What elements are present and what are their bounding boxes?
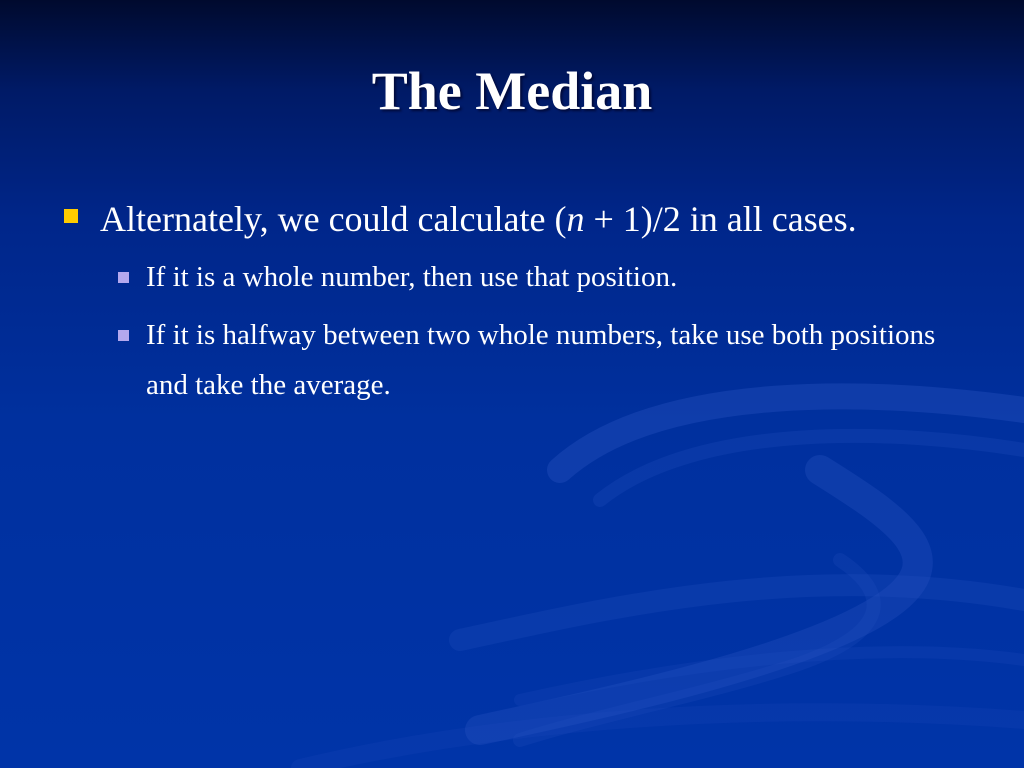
slide-title: The Median	[371, 61, 653, 121]
sub-bullet-text: If it is a whole number, then use that position.	[146, 261, 678, 293]
square-bullet-icon	[118, 330, 129, 341]
slide-body	[62, 192, 972, 410]
square-bullet-icon	[118, 272, 129, 283]
bullet-item-1	[62, 192, 972, 246]
sub-bullet-item-2	[118, 310, 972, 410]
sub-bullet-text: If it is halfway between two whole numbers, take use both positions and take the average.	[146, 319, 936, 401]
bullet-variable-n: n	[566, 199, 585, 239]
bullet-text-end: + 1)/2 in all cases.	[584, 199, 857, 239]
bullet-text-start: Alternately, we could calculate (	[100, 199, 567, 239]
sub-bullet-item-1	[118, 252, 972, 302]
square-bullet-icon	[64, 209, 78, 223]
